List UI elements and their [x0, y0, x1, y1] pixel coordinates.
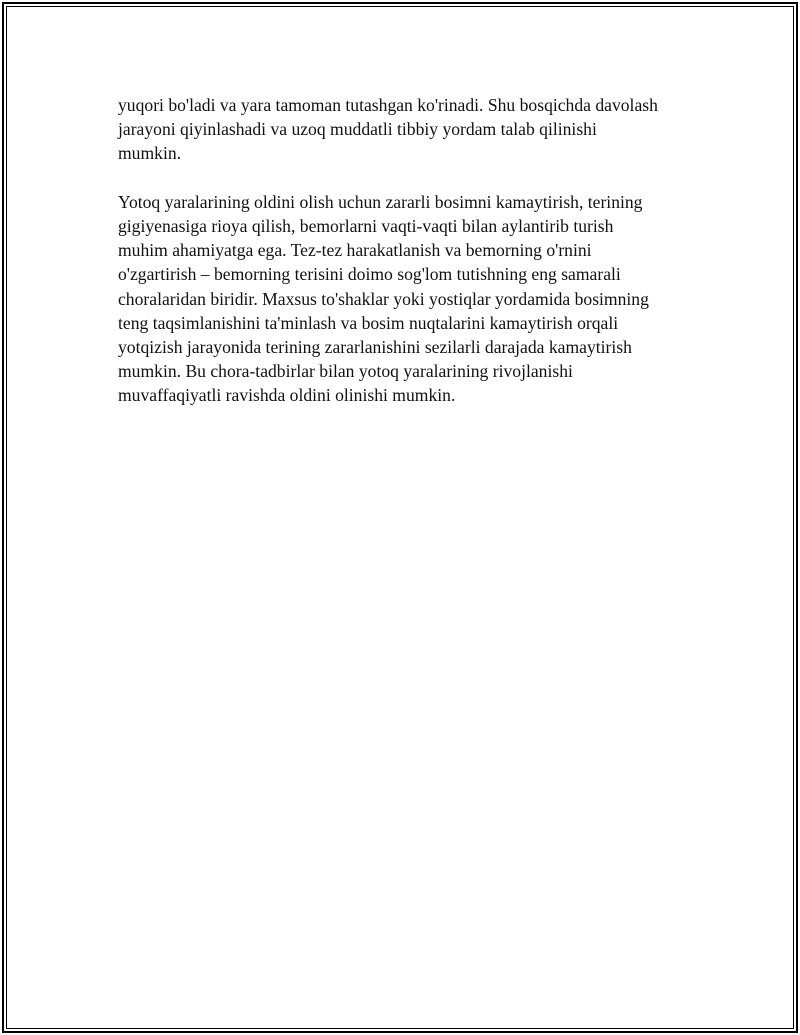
paragraph-2: Yotoq yaralarining oldini olish uchun zararli bosimni kamaytirish, terining gigiyenasiga rioya qilish, bemorlarni vaqti-vaqti bilan aylantirib turish muhim ahamiyatga ega. Tez-tez harakatlanish va bemorning o'rnini o'zgartirish – bemorning terisini doimo sog'lom tutishning eng samarali choralaridan biridir. Maxsus to'shaklar yoki yostiqlar yordamida bosimning teng taqsimlanishini ta'minlash va bosim nuqtalarini kamaytirish orqali yotqizish jarayonida terining zararlanishini sezilarli darajada kamaytirish mumkin. Bu chora-tadbirlar bilan yotoq yaralarining rivojlanishi muvaffaqiyatli ravishda oldini olinishi mumkin.: [118, 191, 649, 406]
document-body: [118, 93, 698, 432]
paragraph-1: yuqori bo'ladi va yara tamoman tutashgan ko'rinadi. Shu bosqichda davolash jarayoni qiyinlashadi va uzoq muddatli tibbiy yordam talab qilinishi mumkin.: [118, 95, 658, 164]
